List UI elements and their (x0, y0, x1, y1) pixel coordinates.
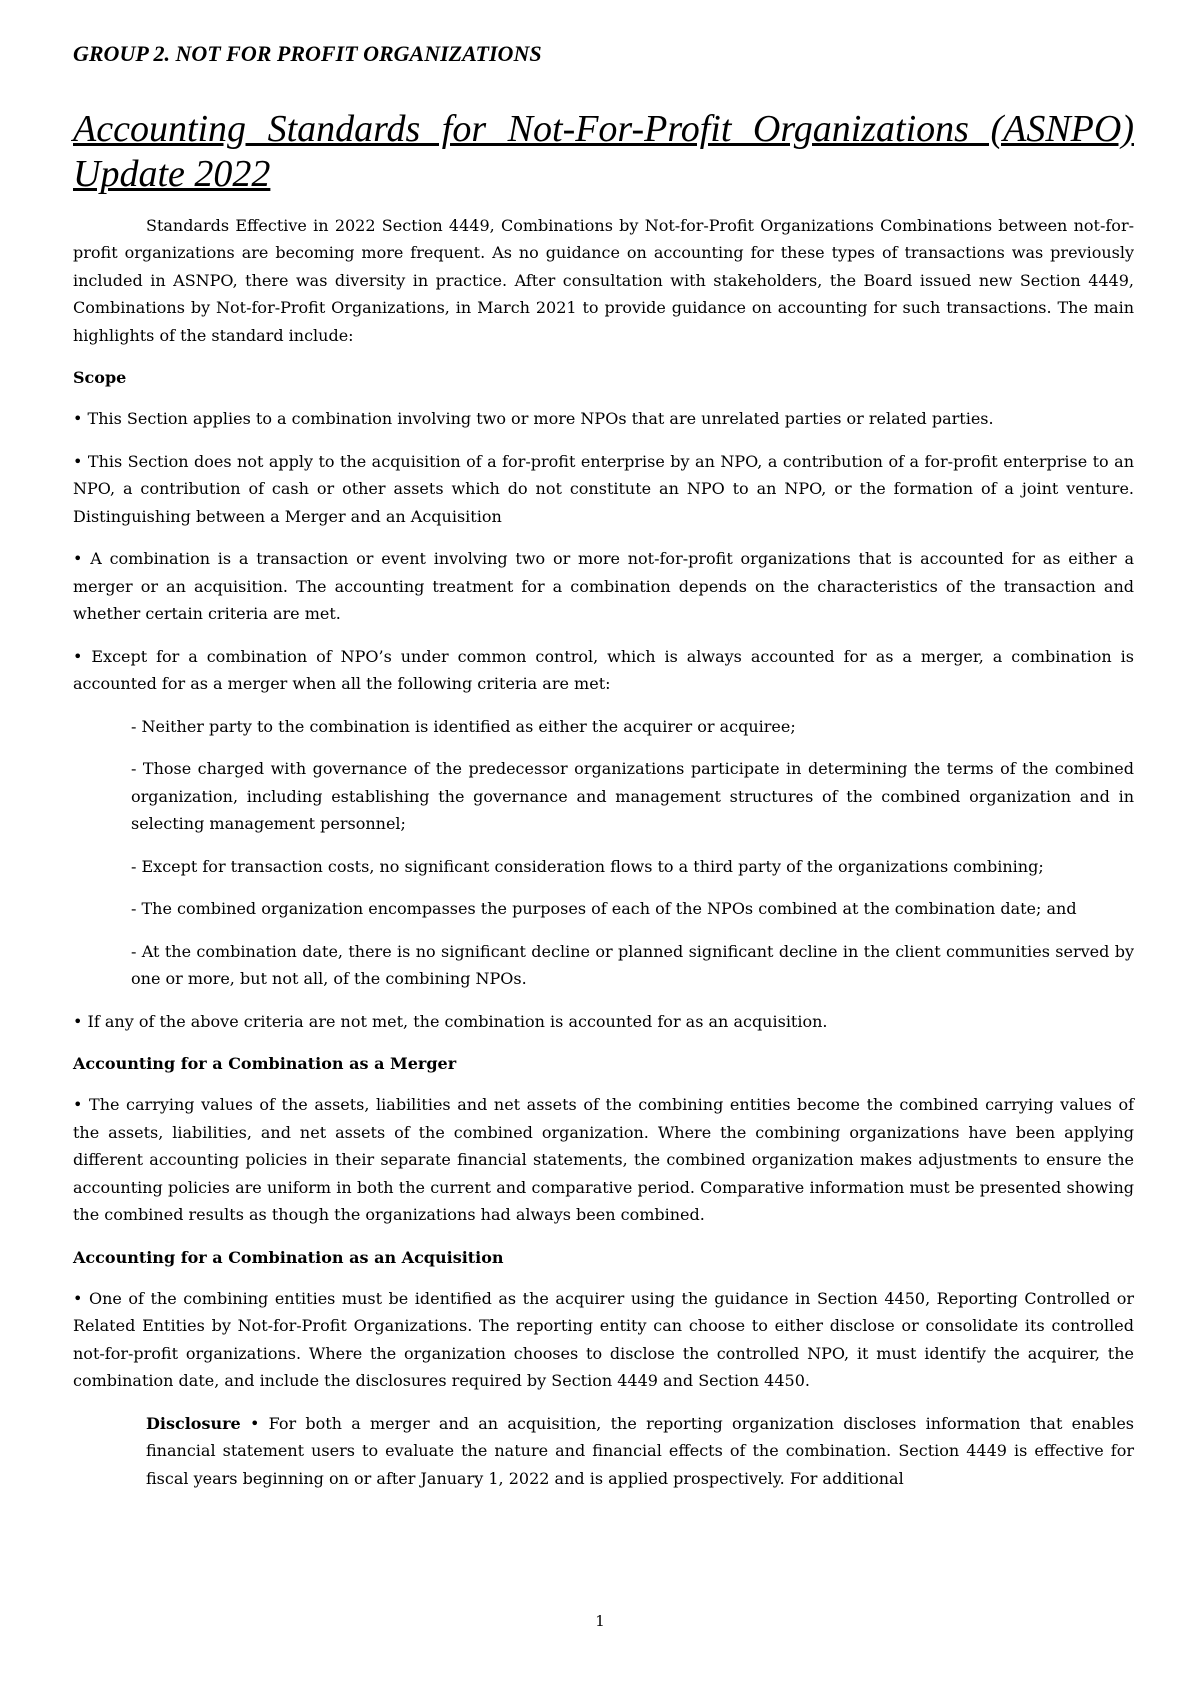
disclosure-text: • For both a merger and an acquisition, the reporting organization discloses information that enables financial statement users to evaluate the nature and financial effects of the combination. Section 4449 is effective for fiscal years beginning on or after January 1, 2022 and is applied prospectively. For additional (146, 1413, 1134, 1488)
acquisition-heading: Accounting for a Combination as an Acquisition (73, 1247, 504, 1267)
merger-criterion-2: - Those charged with governance of the predecessor organizations participate in determining the terms of the combined organization, including establishing the governance and management structures of the combined organization and in selecting management personnel; (131, 759, 1134, 834)
disclosure-paragraph (146, 1410, 1134, 1493)
group-heading: GROUP 2. NOT FOR PROFIT ORGANIZATIONS (73, 41, 542, 66)
scope-bullet-2: • This Section does not apply to the acquisition of a for-profit enterprise by an NPO, a contribution of a for-profit enterprise to an NPO, a contribution of cash or other assets which do not constitute an NPO to an NPO, or the formation of a joint venture. Distinguishing between a Merger and an Acquisition (73, 451, 1134, 526)
document-page (73, 40, 1134, 1492)
scope-bullet-4: • Except for a combination of NPO’s under common control, which is always accounted for as a merger, a combination is accounted for as a merger when all the following criteria are met: (73, 646, 1134, 694)
scope-closing-bullet: • If any of the above criteria are not met, the combination is accounted for as an acquisition. (73, 1011, 828, 1031)
merger-heading: Accounting for a Combination as a Merger (73, 1054, 457, 1074)
acquisition-paragraph: • One of the combining entities must be identified as the acquirer using the guidance in Section 4450, Reporting Controlled or Related Entities by Not-for-Profit Organizations. The reporting entity can choose to either disclose or consolidate its controlled not-for-profit organizations. Where the organization chooses to disclose the controlled NPO, it must identify the acquirer, the combination date, and include the disclosures required by Section 4449 and Section 4450. (73, 1288, 1134, 1391)
merger-criterion-3: - Except for transaction costs, no significant consideration flows to a third party of the organizations combining; (131, 856, 1044, 876)
merger-paragraph: • The carrying values of the assets, liabilities and net assets of the combining entities become the combined carrying values of the assets, liabilities, and net assets of the combined organization. Where the combining organizations have been applying different accounting policies in their separate financial statements, the combined organization makes adjustments to ensure the accounting policies are uniform in both the current and comparative period. Comparative information must be presented showing the combined results as though the organizations had always been combined. (73, 1095, 1134, 1225)
merger-criterion-5: - At the combination date, there is no significant decline or planned significant decline in the client communities served by one or more, but not all, of the combining NPOs. (131, 941, 1134, 989)
disclosure-label: Disclosure (146, 1413, 241, 1433)
merger-criterion-4: - The combined organization encompasses the purposes of each of the NPOs combined at the combination date; and (131, 899, 1077, 919)
scope-bullet-3: • A combination is a transaction or event involving two or more not-for-profit organizations that is accounted for as either a merger or an acquisition. The accounting treatment for a combination depends on the characteristics of the transaction and whether certain criteria are met. (73, 549, 1134, 624)
merger-criterion-1: - Neither party to the combination is identified as either the acquirer or acquiree; (131, 716, 796, 736)
document-title: Accounting Standards for Not-For-Profit Organizations (ASNPO) Update 2022 (73, 107, 1134, 196)
scope-bullet-1: • This Section applies to a combination involving two or more NPOs that are unrelated parties or related parties. (73, 409, 994, 429)
scope-heading: Scope (73, 368, 127, 388)
page-number: 1 (595, 1612, 605, 1630)
intro-paragraph: Standards Effective in 2022 Section 4449, Combinations by Not-for-Profit Organizations Combinations between not-for-profit organizations are becoming more frequent. As no guidance on accounting for these types of transactions was previously included in ASNPO, there was diversity in practice. After consultation with stakeholders, the Board issued new Section 4449, Combinations by Not-for-Profit Organizations, in March 2021 to provide guidance on accounting for such transactions. The main highlights of the standard include: (73, 215, 1134, 345)
